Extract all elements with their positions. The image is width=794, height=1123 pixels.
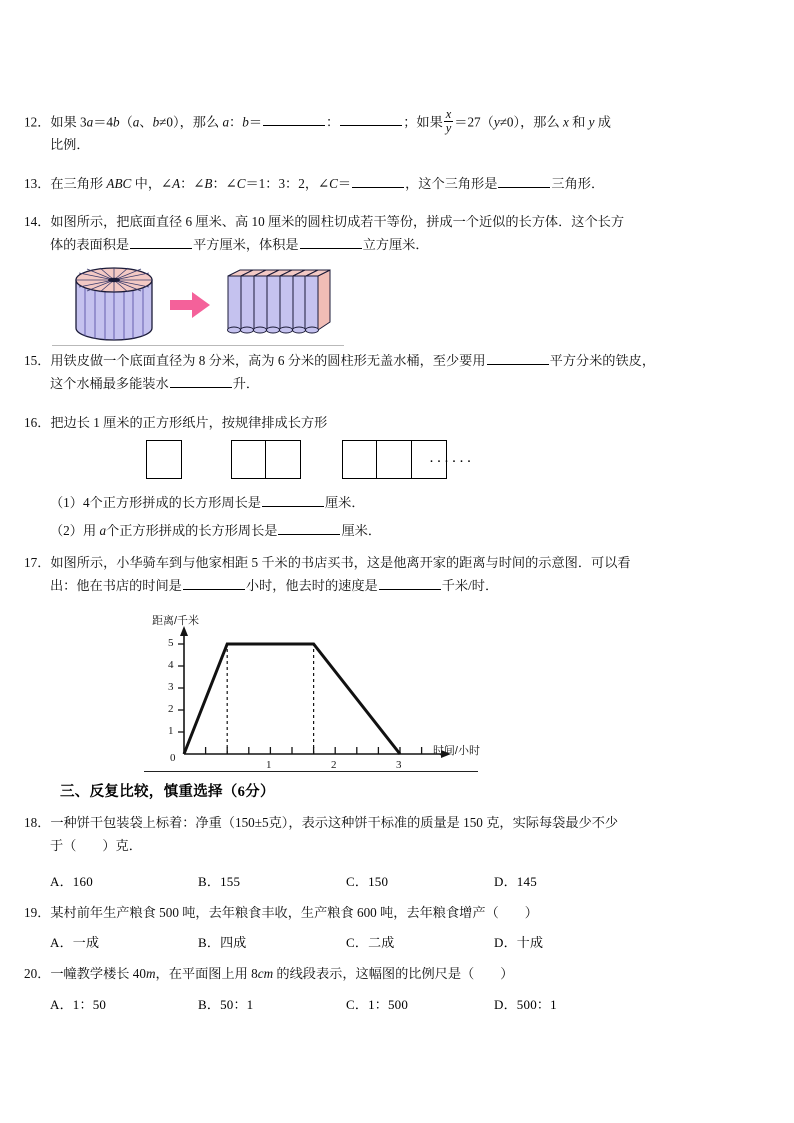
question-20-options: [24, 994, 794, 1013]
q16-sub-2: （2）用 a个正方形拼成的长方形周长是 厘米．: [50, 523, 382, 538]
fraction-x-over-y: $\frac{x}{y}$: [445, 107, 452, 135]
q13-line-1: 13．在三角形 ABC 中，∠A：∠B：∠C＝1：3：2，∠C＝ ，这个三角形是 三角形．: [24, 176, 605, 191]
question-16-sub1: [24, 492, 770, 515]
q12-number: 12．: [24, 114, 51, 130]
q13-blank-1[interactable]: [352, 174, 404, 188]
cylinder-to-cuboid-figure: [52, 262, 352, 348]
transform-arrow-icon: [170, 292, 210, 318]
q17-blank-time[interactable]: [183, 576, 245, 590]
chart-origin-label: 0: [170, 752, 176, 764]
q18-line-1: 18．一种饼干包装袋上标着：净重（150±5克），表示这种饼干标准的质量是 150 克，实际每袋最少不少: [24, 815, 619, 830]
q17-blank-speed[interactable]: [379, 576, 441, 590]
q20-option-d[interactable]: D．500：1: [494, 997, 557, 1012]
q18-line-2: 于（ ）克．: [50, 837, 142, 853]
q19-option-d[interactable]: D．十成: [494, 935, 544, 950]
question-16-sub2: [24, 520, 770, 543]
unit-square: [376, 440, 412, 479]
q19-option-a[interactable]: A．一成: [50, 935, 100, 950]
q18-option-b[interactable]: B．155: [198, 874, 241, 889]
section-3-heading: 三、反复比较，慎重选择（6分）: [60, 784, 275, 800]
q12-blank-2[interactable]: [340, 113, 402, 127]
q18-number: 18．: [24, 815, 51, 830]
question-15: [24, 350, 770, 395]
q20-number: 20．: [24, 966, 51, 981]
cuboid-slices: [228, 270, 331, 333]
figure-baseline: [52, 345, 344, 346]
chart-guide-lines: [227, 644, 313, 754]
question-14: [24, 211, 770, 256]
q15-blank-area[interactable]: [487, 351, 549, 365]
chart-bottom-rule: [144, 771, 478, 772]
question-12: [24, 108, 770, 157]
q14-blank-surface-area[interactable]: [130, 235, 192, 249]
q16-blank-perimeter-a[interactable]: [278, 521, 340, 535]
q14-blank-volume[interactable]: [300, 235, 362, 249]
y-tick-label-2: 2: [168, 703, 174, 715]
q17-line-2: 出：他在书店的时间是 小时，他去时的速度是 千米/时．: [50, 577, 499, 593]
chart-x-axis-label: 时间/小时: [432, 745, 480, 757]
distance-time-series: [184, 644, 400, 754]
cylinder-center-dot: [108, 278, 120, 282]
y-axis-ticks: [178, 644, 184, 732]
square-group-1: [146, 440, 182, 479]
q20-option-c[interactable]: C．1：500: [346, 997, 409, 1012]
ellipsis-marker: ······: [429, 454, 474, 470]
x-tick-label-2: 2: [331, 759, 337, 771]
q14-line-1: 14．如图所示，把底面直径 6 厘米、高 10 厘米的圆柱切成若干等份，拼成一个近似的长方体．这个长方: [24, 214, 625, 229]
question-16: [24, 412, 770, 435]
y-tick-label-4: 4: [168, 659, 174, 671]
question-18: [24, 812, 770, 857]
square-strips-figure: [84, 440, 544, 486]
q18-option-a[interactable]: A．160: [50, 874, 93, 889]
q19-line-1: 19．某村前年生产粮食 500 吨，去年粮食丰收，生产粮食 600 吨，去年粮食增产（ ）: [24, 905, 538, 920]
q15-line-2: 这个水桶最多能装水 升．: [50, 375, 260, 391]
q20-option-a[interactable]: A．1：50: [50, 997, 107, 1012]
y-tick-label-5: 5: [168, 637, 174, 649]
question-18-options: [24, 871, 794, 890]
q19-option-c[interactable]: C．二成: [346, 935, 395, 950]
cylinder-cuboid-svg: [52, 262, 352, 348]
question-19: [24, 902, 770, 925]
q18-option-c[interactable]: C．150: [346, 874, 389, 889]
y-tick-label-1: 1: [168, 725, 174, 737]
q19-number: 19．: [24, 905, 51, 920]
q19-option-b[interactable]: B．四成: [198, 935, 247, 950]
q17-line-1: 17．如图所示，小华骑车到与他家相距 5 千米的书店买书，这是他离开家的距离与时间的示意图．可以看: [24, 555, 631, 570]
x-tick-label-1: 1: [266, 759, 272, 771]
q17-number: 17．: [24, 555, 51, 570]
q15-blank-capacity[interactable]: [170, 374, 232, 388]
q20-option-b[interactable]: B．50：1: [198, 997, 254, 1012]
chart-y-axis-label: 距离/千米: [152, 615, 200, 627]
unit-square: [342, 440, 378, 479]
q12-line-1: 12．如果 3a＝4b（a、b≠0），那么 a：b＝ ： ；如果 $\frac{x}{y}$ ＝27（y≠0），那么 x 和 y 成: [24, 107, 611, 135]
y-tick-label-3: 3: [168, 681, 174, 693]
q15-line-1: 15．用铁皮做一个底面直径为 8 分米，高为 6 分米的圆柱形无盖水桶，至少要用 平方分米的铁皮，: [24, 353, 656, 368]
x-tick-label-3: 3: [396, 759, 402, 771]
q16-line-1: 16．把边长 1 厘米的正方形纸片，按规律排成长方形: [24, 415, 328, 430]
q13-blank-2[interactable]: [498, 174, 550, 188]
q16-sub-1: （1）4个正方形拼成的长方形周长是 厘米．: [50, 495, 365, 510]
square-group-2: [231, 440, 301, 479]
question-20: [24, 963, 770, 986]
question-17: [24, 552, 770, 597]
unit-square: [231, 440, 267, 479]
distance-time-chart: [144, 612, 484, 772]
unit-square: [146, 440, 182, 479]
unit-square: [265, 440, 301, 479]
q13-number: 13．: [24, 176, 51, 191]
q16-blank-perimeter-4[interactable]: [262, 493, 324, 507]
q15-number: 15．: [24, 353, 51, 368]
question-19-options: [24, 932, 794, 951]
q14-line-2: 体的表面积是 平方厘米，体积是 立方厘米．: [50, 236, 429, 252]
q14-number: 14．: [24, 214, 51, 229]
q12-line-2: 比例．: [50, 137, 90, 153]
q20-line-1: 20．一幢教学楼长 40m，在平面图上用 8cm 的线段表示，这幅图的比例尺是（ ）: [24, 966, 514, 981]
q18-option-d[interactable]: D．145: [494, 874, 537, 889]
q12-blank-1[interactable]: [263, 113, 325, 127]
question-13: [24, 173, 770, 196]
q16-number: 16．: [24, 415, 51, 430]
